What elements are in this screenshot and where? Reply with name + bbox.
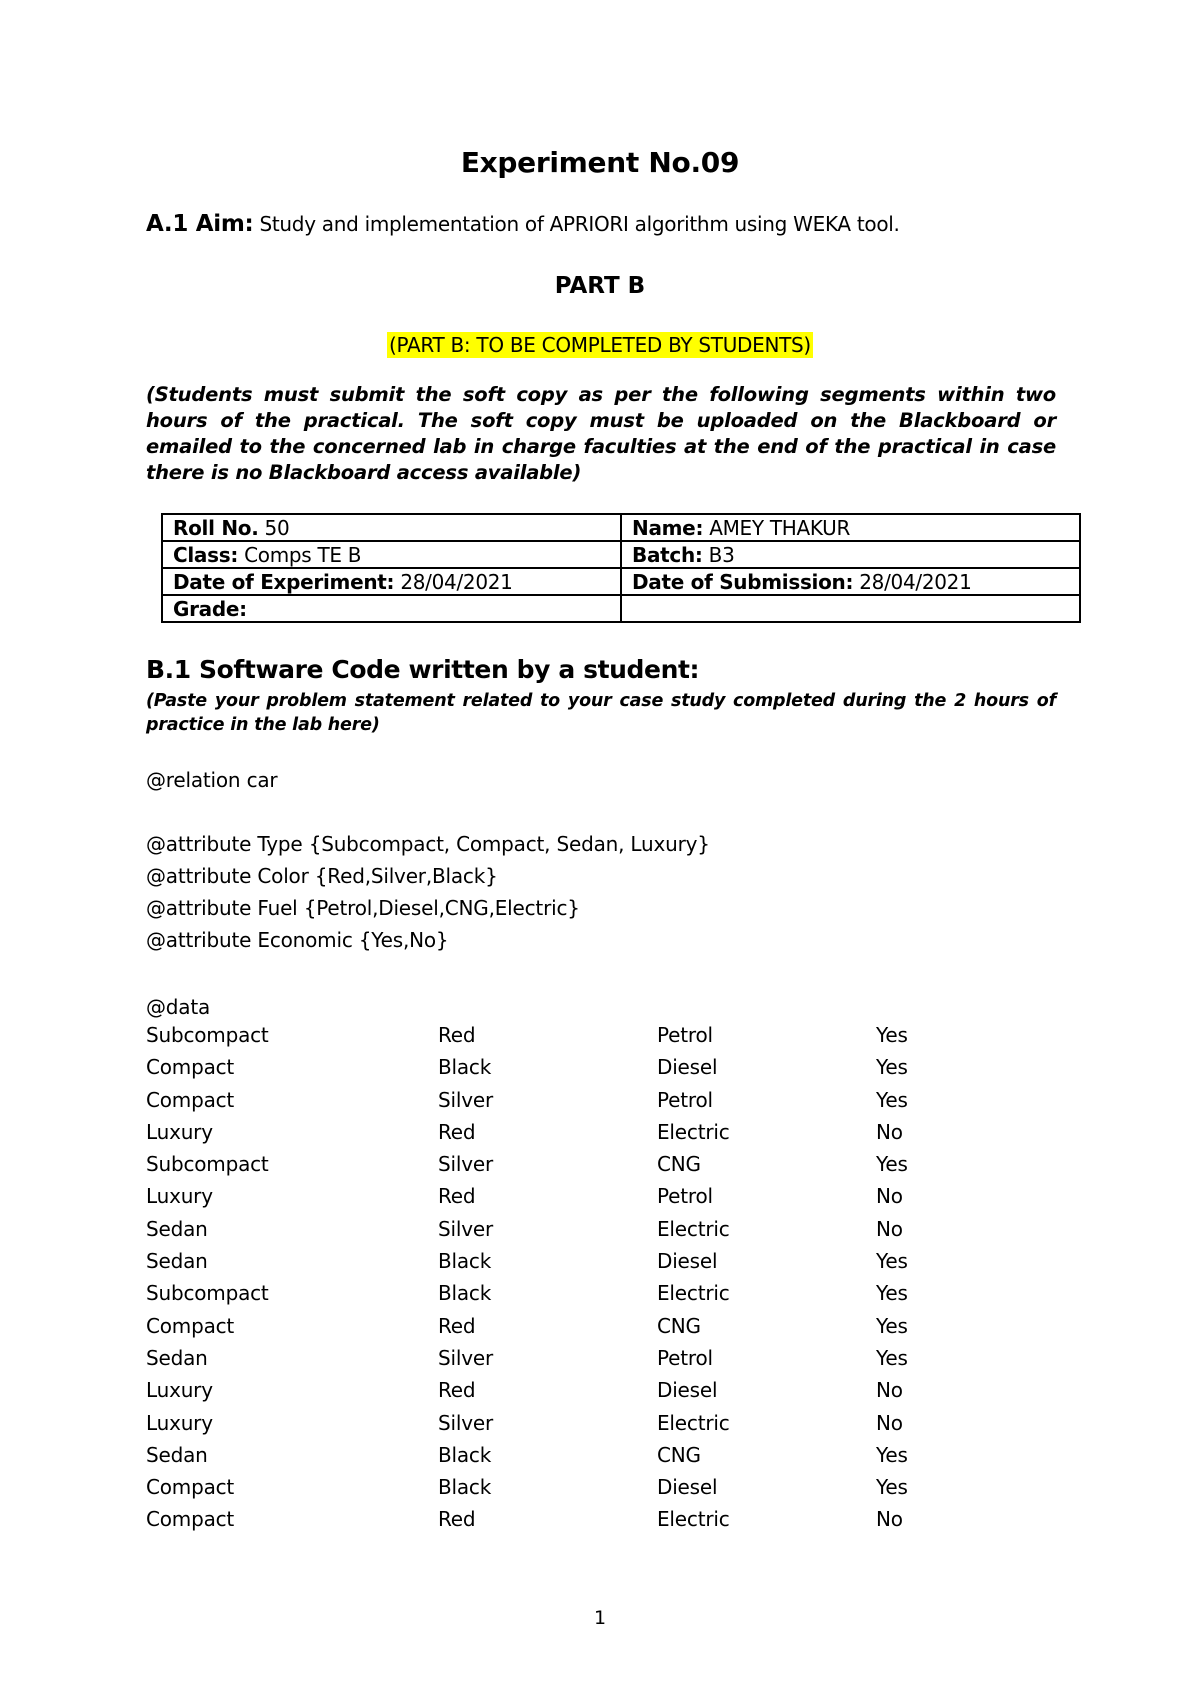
row-color: Black	[438, 1055, 492, 1080]
row-color: Silver	[438, 1410, 493, 1435]
data-row	[146, 1152, 1046, 1184]
class-value: Comps TE B	[238, 542, 362, 567]
row-economic: No	[876, 1216, 903, 1241]
row-economic: Yes	[876, 1023, 908, 1047]
row-type: Compact	[146, 1475, 235, 1500]
row-fuel: Petrol	[657, 1345, 713, 1370]
data-row	[146, 1507, 1046, 1539]
grade-cell	[162, 595, 621, 622]
row-color: Red	[438, 1507, 476, 1532]
row-color: Red	[438, 1378, 476, 1403]
data-row	[146, 1055, 1046, 1087]
row-economic: Yes	[876, 1442, 908, 1467]
date-submission-label: Date of Submission:	[632, 569, 854, 594]
row-type: Compact	[146, 1313, 235, 1338]
data-row	[146, 1346, 1046, 1378]
student-info-table	[161, 513, 1081, 623]
data-row	[146, 1443, 1046, 1475]
row-fuel: Petrol	[657, 1087, 713, 1112]
grade-value-cell	[621, 595, 1080, 622]
table-row	[162, 595, 1080, 622]
row-color: Black	[438, 1249, 492, 1274]
data-row	[146, 1023, 1046, 1055]
data-row	[146, 1184, 1046, 1216]
page-number: 1	[593, 1607, 607, 1629]
data-row	[146, 1088, 1046, 1120]
row-type: Sedan	[146, 1442, 208, 1467]
row-color: Silver	[438, 1152, 493, 1177]
row-economic: Yes	[876, 1313, 908, 1338]
row-color: Red	[438, 1023, 476, 1047]
row-economic: Yes	[876, 1249, 908, 1274]
row-color: Red	[438, 1119, 476, 1144]
data-row	[146, 1411, 1046, 1443]
row-economic: Yes	[876, 1475, 908, 1500]
row-type: Subcompact	[146, 1023, 269, 1047]
date-experiment-cell	[162, 568, 621, 595]
row-fuel: Electric	[657, 1119, 730, 1144]
row-fuel: CNG	[657, 1313, 701, 1338]
experiment-title: Experiment No.09	[460, 146, 740, 179]
section-note: (Paste your problem statement related to your case study completed during the 2 hours of practice in the lab here)	[146, 691, 1056, 735]
name-label: Name:	[632, 515, 704, 540]
row-type: Luxury	[146, 1119, 213, 1144]
data-row	[146, 1249, 1046, 1281]
row-type: Subcompact	[146, 1281, 269, 1306]
submission-instructions: (Students must submit the soft copy as per the following segments within two hours of the practical. The soft copy must be uploaded on the Blackboard or emailed to the concerned lab in charge faculties at the end of the practical in case there is no Blackboard access available)	[146, 383, 1056, 484]
grade-label: Grade:	[173, 596, 247, 621]
row-color: Silver	[438, 1345, 493, 1370]
code-data-rows	[146, 1023, 1046, 1540]
row-color: Silver	[438, 1087, 493, 1112]
row-fuel: Petrol	[657, 1184, 713, 1209]
row-color: Black	[438, 1442, 492, 1467]
row-type: Sedan	[146, 1249, 208, 1274]
row-type: Compact	[146, 1507, 235, 1532]
data-row	[146, 1475, 1046, 1507]
aim-line	[146, 211, 900, 237]
part-heading: PART B	[554, 273, 646, 299]
row-fuel: Electric	[657, 1410, 730, 1435]
data-row	[146, 1281, 1046, 1313]
row-color: Black	[438, 1281, 492, 1306]
code-data-keyword: @data	[146, 995, 211, 1019]
row-type: Luxury	[146, 1184, 213, 1209]
code-attribute-fuel: @attribute Fuel {Petrol,Diesel,CNG,Electric}	[146, 896, 580, 920]
roll-label: Roll No.	[173, 515, 259, 540]
row-fuel: Diesel	[657, 1378, 718, 1403]
row-type: Sedan	[146, 1216, 208, 1241]
data-row	[146, 1378, 1046, 1410]
roll-value: 50	[258, 515, 290, 540]
batch-value: B3	[702, 542, 735, 567]
row-color: Red	[438, 1184, 476, 1209]
row-type: Compact	[146, 1087, 235, 1112]
table-row	[162, 514, 1080, 541]
row-type: Subcompact	[146, 1152, 269, 1177]
row-fuel: Electric	[657, 1216, 730, 1241]
row-economic: No	[876, 1410, 903, 1435]
code-attribute-type: @attribute Type {Subcompact, Compact, Sedan, Luxury}	[146, 832, 710, 856]
row-fuel: CNG	[657, 1442, 701, 1467]
row-type: Sedan	[146, 1345, 208, 1370]
table-row	[162, 568, 1080, 595]
data-row	[146, 1217, 1046, 1249]
row-economic: Yes	[876, 1055, 908, 1080]
part-note-highlighted: (PART B: TO BE COMPLETED BY STUDENTS)	[389, 333, 811, 357]
data-row	[146, 1120, 1046, 1152]
class-cell	[162, 541, 621, 568]
row-fuel: CNG	[657, 1152, 701, 1177]
row-type: Luxury	[146, 1410, 213, 1435]
row-color: Silver	[438, 1216, 493, 1241]
table-row	[162, 541, 1080, 568]
row-economic: Yes	[876, 1281, 908, 1306]
aim-text: Study and implementation of APRIORI algorithm using WEKA tool.	[253, 212, 900, 236]
row-economic: No	[876, 1184, 903, 1209]
row-type: Compact	[146, 1055, 235, 1080]
batch-cell	[621, 541, 1080, 568]
section-heading: B.1 Software Code written by a student:	[146, 655, 700, 684]
date-submission-cell	[621, 568, 1080, 595]
roll-cell	[162, 514, 621, 541]
name-cell	[621, 514, 1080, 541]
data-row	[146, 1314, 1046, 1346]
row-fuel: Diesel	[657, 1249, 718, 1274]
row-color: Red	[438, 1313, 476, 1338]
code-attribute-color: @attribute Color {Red,Silver,Black}	[146, 864, 498, 888]
code-relation: @relation car	[146, 768, 278, 792]
row-type: Luxury	[146, 1378, 213, 1403]
row-economic: Yes	[876, 1152, 908, 1177]
class-label: Class:	[173, 542, 239, 567]
row-economic: No	[876, 1378, 903, 1403]
row-color: Black	[438, 1475, 492, 1500]
row-fuel: Electric	[657, 1507, 730, 1532]
row-economic: No	[876, 1507, 903, 1532]
row-fuel: Electric	[657, 1281, 730, 1306]
date-experiment-label: Date of Experiment:	[173, 569, 395, 594]
row-fuel: Diesel	[657, 1055, 718, 1080]
row-economic: Yes	[876, 1345, 908, 1370]
date-experiment-value: 28/04/2021	[394, 569, 513, 594]
name-value: AMEY THAKUR	[703, 515, 851, 540]
aim-label: A.1 Aim:	[146, 211, 254, 237]
row-fuel: Petrol	[657, 1023, 713, 1047]
part-note-line	[0, 332, 1200, 358]
code-attribute-economic: @attribute Economic {Yes,No}	[146, 928, 449, 952]
row-economic: No	[876, 1119, 903, 1144]
batch-label: Batch:	[632, 542, 703, 567]
row-economic: Yes	[876, 1087, 908, 1112]
row-fuel: Diesel	[657, 1475, 718, 1500]
date-submission-value: 28/04/2021	[853, 569, 972, 594]
